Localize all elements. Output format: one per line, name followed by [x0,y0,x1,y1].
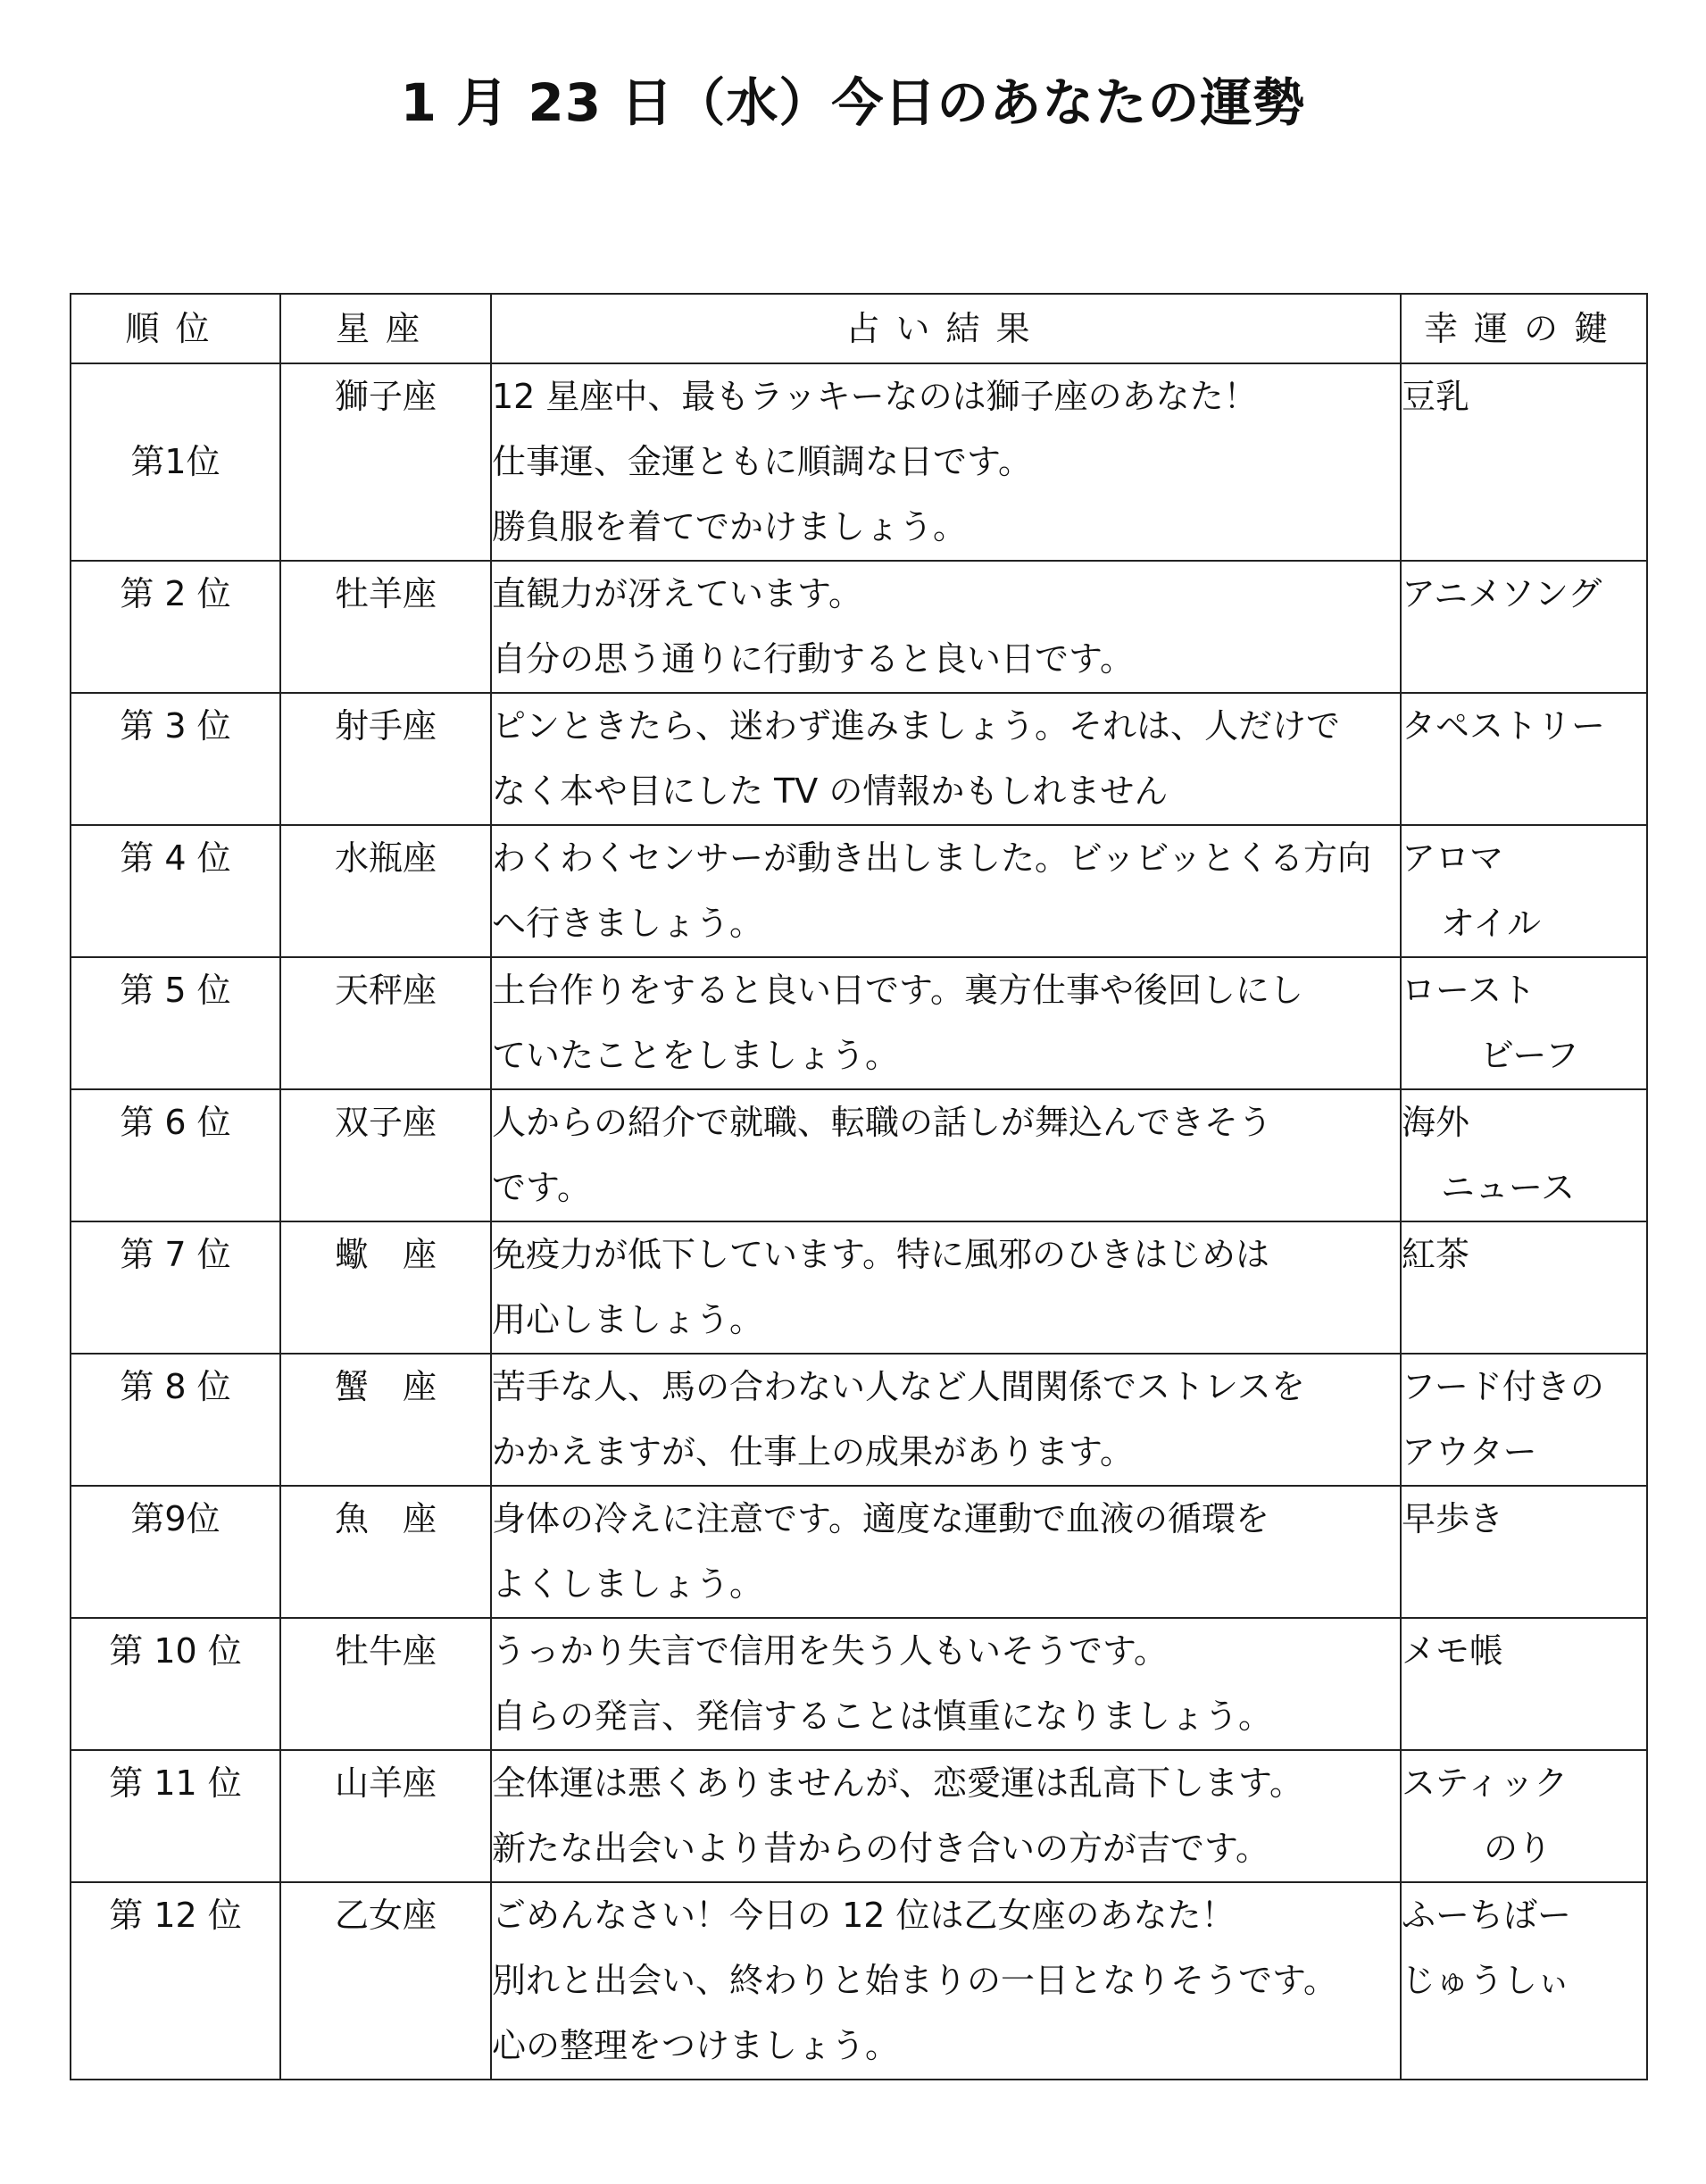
lucky-key-line: タペストリー [1402,706,1606,746]
lucky-key-cell [1401,1354,1647,1486]
result-line: 直観力が冴えています。 [492,574,862,613]
table-row [71,1089,1647,1221]
sign-cell: 魚 座 [280,1486,491,1618]
result-line: 仕事運、金運ともに順調な日です。 [492,442,1032,481]
rank-cell: 第 4 位 [71,825,280,957]
lucky-key-line: 海外 [1402,1103,1470,1142]
lucky-key-line: フード付きの [1402,1367,1604,1406]
lucky-key-cell [1401,693,1647,825]
result-line: ていたことをしましょう。 [492,1036,900,1075]
rank-cell: 第 10 位 [71,1618,280,1750]
result-cell [491,1750,1401,1882]
lucky-key-cell [1401,1221,1647,1354]
result-cell [491,1618,1401,1750]
table-row [71,957,1647,1089]
table-row [71,693,1647,825]
result-cell [491,1089,1401,1221]
table-row [71,1486,1647,1618]
result-line: 人からの紹介で就職、転職の話しが舞込んできそう [492,1103,1273,1142]
result-line: よくしましょう。 [492,1564,764,1604]
rank-cell: 第 11 位 [71,1750,280,1882]
lucky-key-line: 豆乳 [1402,377,1470,416]
lucky-key-cell [1401,1089,1647,1221]
result-cell [491,825,1401,957]
result-cell [491,1354,1401,1486]
sign-cell: 射手座 [280,693,491,825]
lucky-key-cell [1401,957,1647,1089]
result-line: ピンときたら、迷わず進みましょう。それは、人だけで [492,706,1341,746]
table-header-row [71,294,1647,363]
sign-cell: 牡羊座 [280,561,491,693]
table-row [71,1221,1647,1354]
lucky-key-line: アロマ [1402,838,1504,878]
lucky-key-line: 早歩き [1402,1499,1504,1538]
result-line: 身体の冷えに注意です。適度な運動で血液の循環を [492,1499,1269,1538]
lucky-key-line: ビーフ [1480,1036,1579,1075]
lucky-key-line: メモ帳 [1402,1631,1504,1671]
sign-cell: 獅子座 [280,363,491,561]
result-line: わくわくセンサーが動き出しました。ビッビッとくる方向 [492,838,1371,878]
result-line: 全体運は悪くありませんが、恋愛運は乱高下します。 [492,1763,1303,1803]
table-row [71,1354,1647,1486]
result-cell [491,1486,1401,1618]
rank-cell: 第 6 位 [71,1089,280,1221]
sign-cell: 天秤座 [280,957,491,1089]
rank-cell: 第9位 [71,1486,280,1618]
rank-cell: 第 2 位 [71,561,280,693]
result-line: かかえますが、仕事上の成果があります。 [492,1432,1134,1471]
rank-cell: 第1位 [71,363,280,561]
result-line: 免疫力が低下しています。特に風邪のひきはじめは [492,1235,1269,1274]
header-sign: 星座 [280,294,491,363]
result-line: なく本や目にした TV の情報かもしれません [492,771,1169,811]
result-line: ごめんなさい！今日の 12 位は乙女座のあなた！ [492,1896,1236,1935]
sign-cell: 水瓶座 [280,825,491,957]
lucky-key-line: アウター [1402,1432,1537,1471]
sign-cell: 乙女座 [280,1882,491,2080]
fortune-table [70,293,1648,2080]
result-line: 自分の思う通りに行動すると良い日です。 [492,639,1134,679]
result-line: 土台作りをすると良い日です。裏方仕事や後回しにし [492,971,1303,1010]
lucky-key-cell [1401,561,1647,693]
lucky-key-line: オイル [1441,904,1542,943]
lucky-key-line: ふーちばー [1402,1896,1572,1935]
lucky-key-line: ロースト [1402,971,1536,1010]
lucky-key-cell [1401,825,1647,957]
result-line: 自らの発言、発信することは慎重になりましょう。 [492,1696,1273,1736]
result-line: うっかり失言で信用を失う人もいそうです。 [492,1631,1168,1671]
table-row [71,1882,1647,2080]
result-cell [491,957,1401,1089]
rank-cell: 第 7 位 [71,1221,280,1354]
result-line: 新たな出会いより昔からの付き合いの方が吉です。 [492,1829,1269,1868]
lucky-key-line: ニュース [1441,1168,1576,1207]
result-cell [491,693,1401,825]
table-row [71,825,1647,957]
result-line: 勝負服を着てでかけましょう。 [492,507,968,546]
table-row [71,363,1647,561]
table-row [71,1618,1647,1750]
sign-cell: 蠍 座 [280,1221,491,1354]
table-row [71,561,1647,693]
lucky-key-line: アニメソング [1402,574,1602,613]
lucky-key-line: スティック [1402,1763,1569,1803]
sign-cell: 牡牛座 [280,1618,491,1750]
page-title: 1 月 23 日（水）今日のあなたの運勢 [400,72,1306,133]
sign-cell: 山羊座 [280,1750,491,1882]
result-cell [491,363,1401,561]
header-result: 占い結果 [491,294,1401,363]
result-line: 12 星座中、最もラッキーなのは獅子座のあなた！ [492,377,1258,416]
sign-cell: 蟹 座 [280,1354,491,1486]
result-line: 心の整理をつけましょう。 [492,2026,900,2065]
lucky-key-cell [1401,1618,1647,1750]
result-cell [491,1221,1401,1354]
lucky-key-line: じゅうしぃ [1402,1961,1571,2000]
header-lucky-key: 幸運の鍵 [1401,294,1647,363]
result-line: です。 [492,1168,591,1207]
rank-cell: 第 12 位 [71,1882,280,2080]
lucky-key-line: のり [1484,1829,1552,1868]
lucky-key-cell [1401,1882,1647,2080]
lucky-key-cell [1401,1486,1647,1618]
lucky-key-cell [1401,1750,1647,1882]
header-rank: 順位 [71,294,280,363]
result-line: 別れと出会い、終わりと始まりの一日となりそうです。 [492,1961,1337,2000]
sign-cell: 双子座 [280,1089,491,1221]
result-cell [491,1882,1401,2080]
lucky-key-cell [1401,363,1647,561]
result-line: へ行きましょう。 [492,904,764,943]
lucky-key-line: 紅茶 [1402,1235,1470,1274]
rank-cell: 第 3 位 [71,693,280,825]
rank-cell: 第 8 位 [71,1354,280,1486]
result-line: 苦手な人、馬の合わない人など人間関係でストレスを [492,1367,1305,1406]
result-line: 用心しましょう。 [492,1300,764,1339]
table-row [71,1750,1647,1882]
result-cell [491,561,1401,693]
rank-cell: 第 5 位 [71,957,280,1089]
